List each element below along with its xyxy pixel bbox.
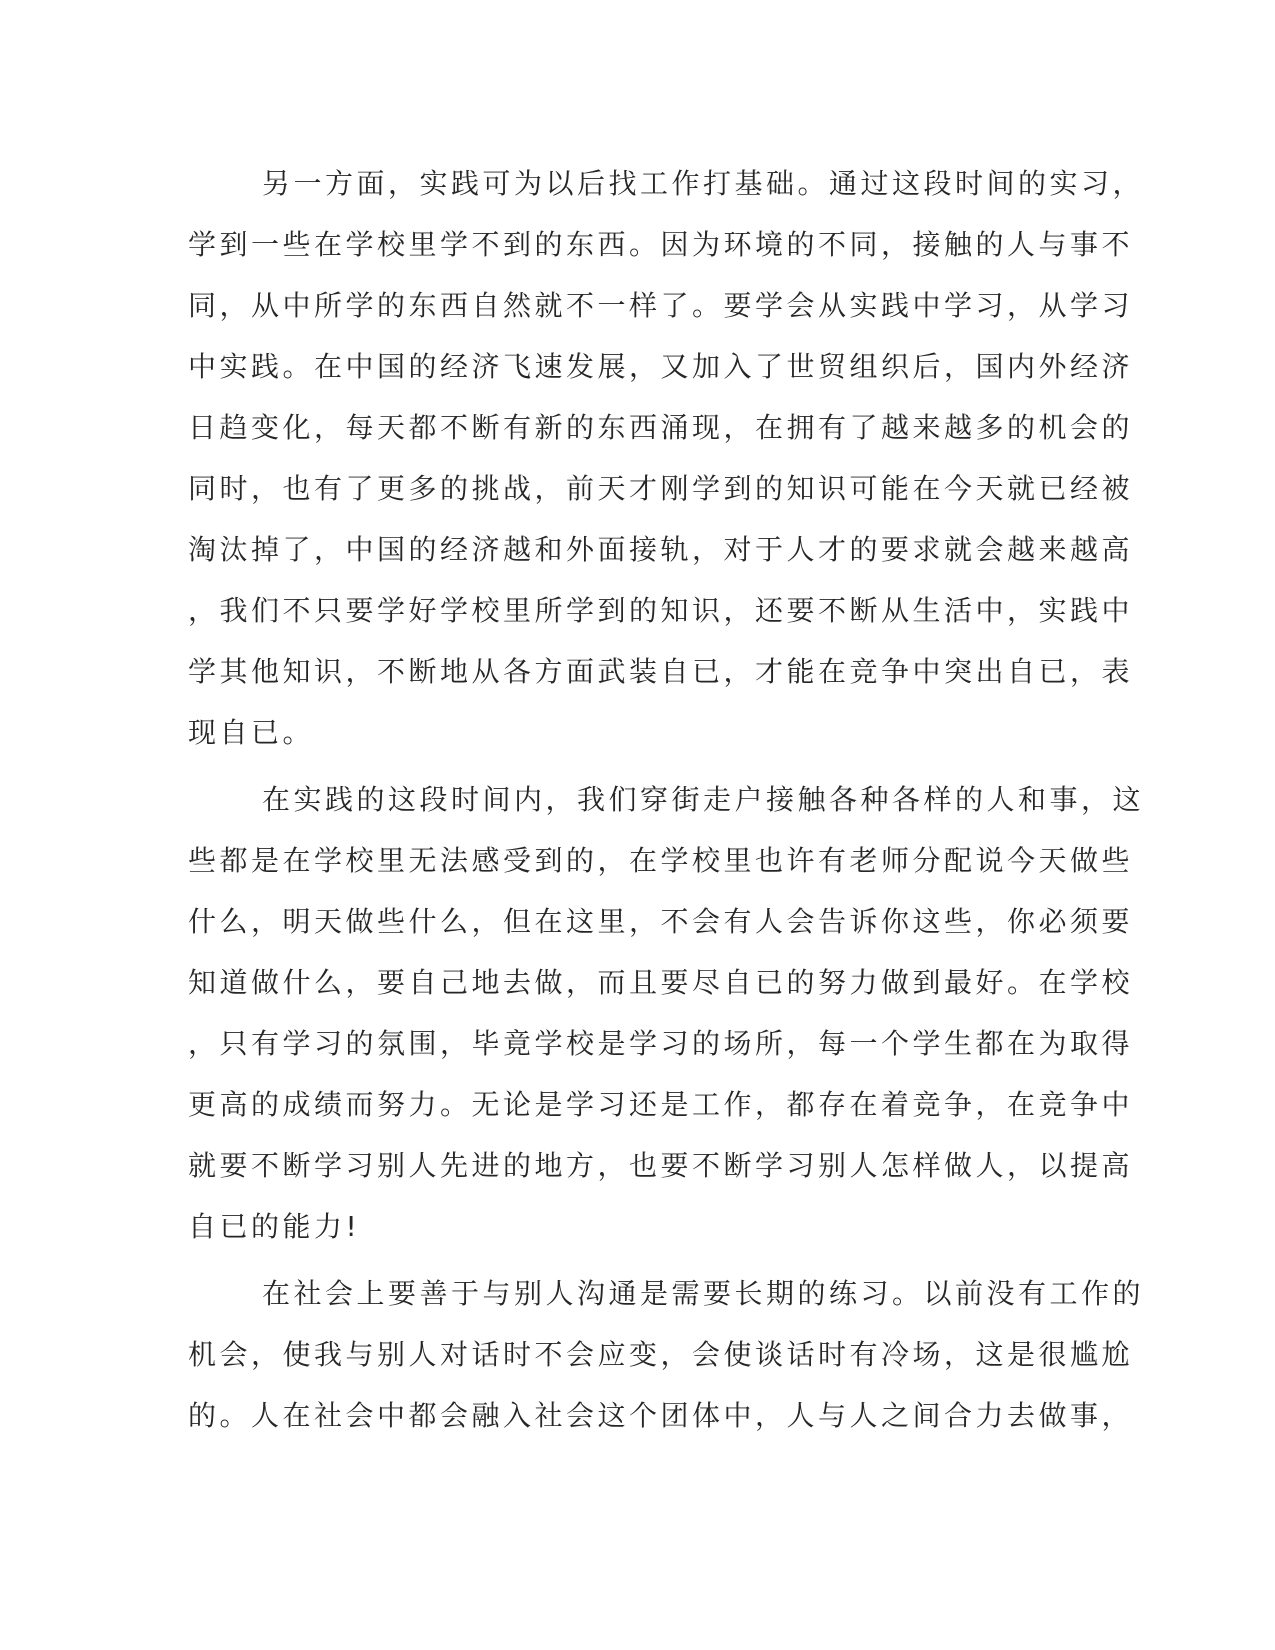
paragraph-line: 知道做什么，要自己地去做，而且要尽自已的努力做到最好。在学校: [188, 966, 1134, 999]
body-text: [188, 162, 1145, 1455]
paragraph-line: ，我们不只要学好学校里所学到的知识，还要不断从生活中，实践中: [188, 594, 1134, 627]
paragraph-line: 在社会上要善于与别人沟通是需要长期的练习。以前没有工作的: [262, 1277, 1145, 1310]
paragraph-1: [188, 162, 1145, 772]
paragraph-line: 就要不断学习别人先进的地方，也要不断学习别人怎样做人，以提高: [188, 1149, 1134, 1182]
paragraph-2: [188, 778, 1145, 1266]
paragraph-line: 现自已。: [188, 716, 315, 749]
paragraph-3: [188, 1272, 1145, 1455]
paragraph-line: 些都是在学校里无法感受到的，在学校里也许有老师分配说今天做些: [188, 844, 1134, 877]
paragraph-line: ，只有学习的氛围，毕竟学校是学习的场所，每一个学生都在为取得: [188, 1027, 1134, 1060]
paragraph-line: 日趋变化，每天都不断有新的东西涌现，在拥有了越来越多的机会的: [188, 411, 1134, 444]
paragraph-line: 另一方面，实践可为以后找工作打基础。通过这段时间的实习，: [262, 167, 1145, 200]
paragraph-line: 同时，也有了更多的挑战，前天才刚学到的知识可能在今天就已经被: [188, 472, 1134, 505]
paragraph-line: 什么，明天做些什么，但在这里，不会有人会告诉你这些，你必须要: [188, 905, 1134, 938]
paragraph-line: 淘汰掉了，中国的经济越和外面接轨，对于人才的要求就会越来越高: [188, 533, 1134, 566]
paragraph-line: 在实践的这段时间内，我们穿街走户接触各种各样的人和事，这: [262, 783, 1145, 816]
paragraph-line: 机会，使我与别人对话时不会应变，会使谈话时有冷场，这是很尴尬: [188, 1338, 1134, 1371]
paragraph-line: 的。人在社会中都会融入社会这个团体中，人与人之间合力去做事，: [188, 1399, 1134, 1432]
paragraph-line: 学到一些在学校里学不到的东西。因为环境的不同，接触的人与事不: [188, 228, 1134, 261]
paragraph-line: 更高的成绩而努力。无论是学习还是工作，都存在着竞争，在竞争中: [188, 1088, 1134, 1121]
paragraph-line: 学其他知识，不断地从各方面武装自已，才能在竞争中突出自已，表: [188, 655, 1134, 688]
paragraph-line: 同，从中所学的东西自然就不一样了。要学会从实践中学习，从学习: [188, 289, 1134, 322]
paragraph-line: 自已的能力!: [188, 1210, 361, 1243]
paragraph-line: 中实践。在中国的经济飞速发展，又加入了世贸组织后，国内外经济: [188, 350, 1134, 383]
